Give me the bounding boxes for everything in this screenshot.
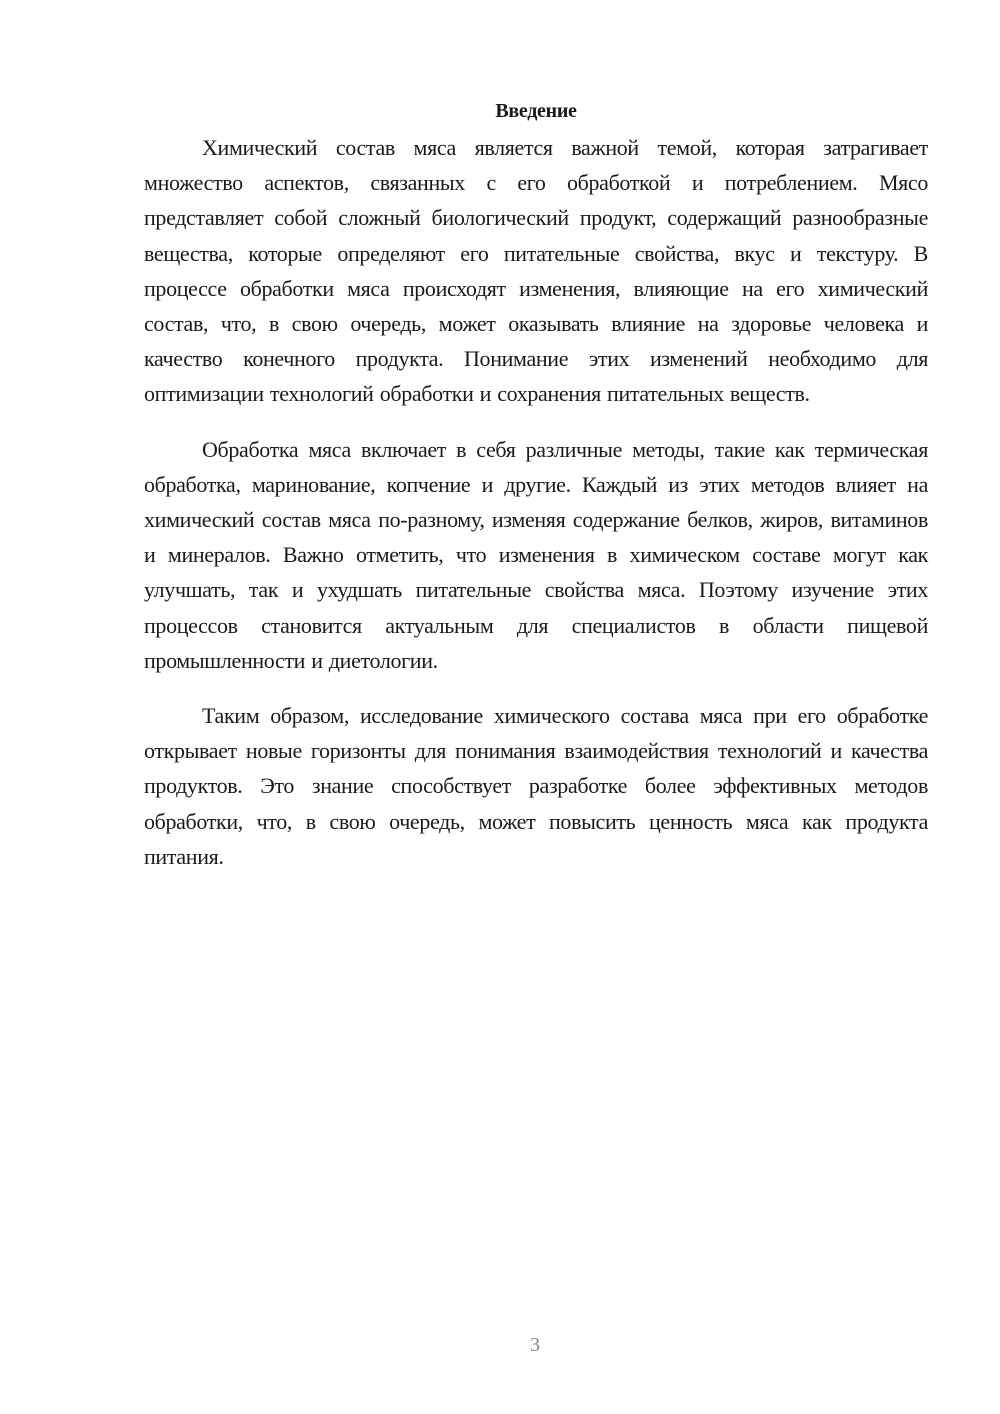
paragraph-2: Обработка мяса включает в себя различные методы, такие как термическая обработка, маринование, копчение и другие. Каждый из этих методов влияет на химический состав мяса по-разному, изменяя содержание белков, жиров, витаминов и минералов. Важно отметить, что изменения в химическом составе могут как улучшать, так и ухудшать питательные свойства мяса. Поэтому изучение этих процессов становится актуальным для специалистов в области пищевой промышленности и диетологии. — [144, 436, 928, 673]
page-content — [144, 96, 928, 894]
section-title: Введение — [495, 100, 577, 122]
paragraph-3: Таким образом, исследование химического состава мяса при его обработке открывает новые горизонты для понимания взаимодействия технологий и качества продуктов. Это знание способствует разработке более эффективных методов обработки, что, в свою очередь, может повысить ценность мяса как продукта питания. — [144, 703, 928, 869]
paragraph-1: Химический состав мяса является важной темой, которая затрагивает множество аспектов, связанных с его обработкой и потреблением. Мясо представляет собой сложный биологический продукт, содержащий разнообразные вещества, которые определяют его питательные свойства, вкус и текстуру. В процессе обработки мяса происходят изменения, влияющие на его химический состав, что, в свою очередь, может оказывать влияние на здоровье человека и качество конечного продукта. Понимание этих изменений необходимо для оптимизации технологий обработки и сохранения питательных веществ. — [144, 135, 928, 407]
page-number: 3 — [530, 1334, 540, 1356]
